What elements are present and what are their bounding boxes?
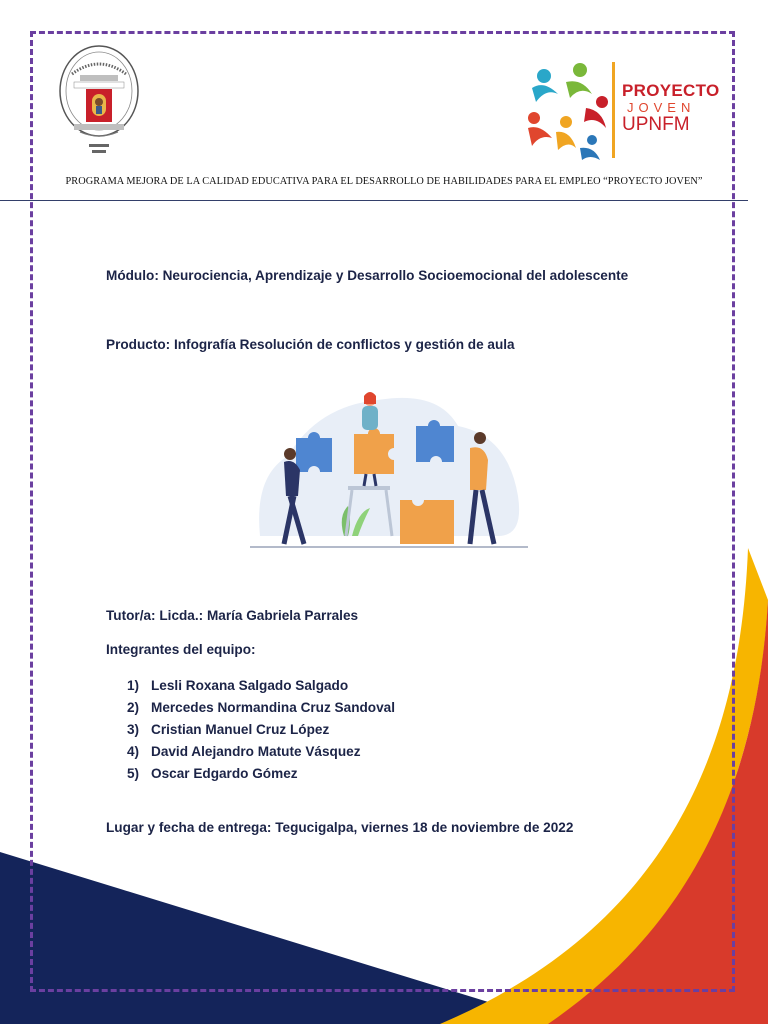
teamwork-puzzle-illustration [248, 386, 532, 554]
logo-divider [612, 62, 615, 158]
team-member-item [127, 697, 395, 719]
logo-word-upnfm: UPNFM [622, 114, 690, 135]
member-number: 2) [127, 700, 140, 715]
integrantes-heading: Integrantes del equipo: [106, 642, 256, 657]
logo-word-proyecto: PROYECTO [622, 81, 720, 100]
team-member-item [127, 763, 395, 785]
team-member-list [127, 675, 395, 785]
team-member-item [127, 719, 395, 741]
proyecto-joven-logo [522, 58, 722, 162]
team-member-item [127, 741, 395, 763]
modulo-heading: Módulo: Neurociencia, Aprendizaje y Desarrollo Socioemocional del adolescente [106, 268, 629, 283]
delivery-place-date: Lugar y fecha de entrega: Tegucigalpa, viernes 18 de noviembre de 2022 [106, 820, 574, 835]
member-name: Oscar Edgardo Gómez [151, 766, 298, 781]
header-divider [0, 200, 748, 201]
logo-word-joven: JOVEN [627, 100, 696, 115]
proyecto-joven-people-icon [522, 58, 612, 162]
university-seal-icon [58, 44, 140, 162]
navy-wedge-shape [0, 852, 560, 1024]
member-number: 4) [127, 744, 140, 759]
member-name: Mercedes Normandina Cruz Sandoval [151, 700, 395, 715]
program-title: PROGRAMA MEJORA DE LA CALIDAD EDUCATIVA PARA EL DESARROLLO DE HABILIDADES PARA EL EMPLEO “PROYECTO JOVEN” [65, 176, 703, 187]
member-name: David Alejandro Matute Vásquez [151, 744, 361, 759]
logo-wordmark [622, 82, 720, 135]
member-number: 1) [127, 678, 140, 693]
producto-heading: Producto: Infografía Resolución de conflictos y gestión de aula [106, 337, 515, 352]
member-number: 3) [127, 722, 140, 737]
team-member-item [127, 675, 395, 697]
member-name: Cristian Manuel Cruz López [151, 722, 330, 737]
tutor-line: Tutor/a: Licda.: María Gabriela Parrales [106, 608, 359, 623]
member-number: 5) [127, 766, 140, 781]
member-name: Lesli Roxana Salgado Salgado [151, 678, 349, 693]
